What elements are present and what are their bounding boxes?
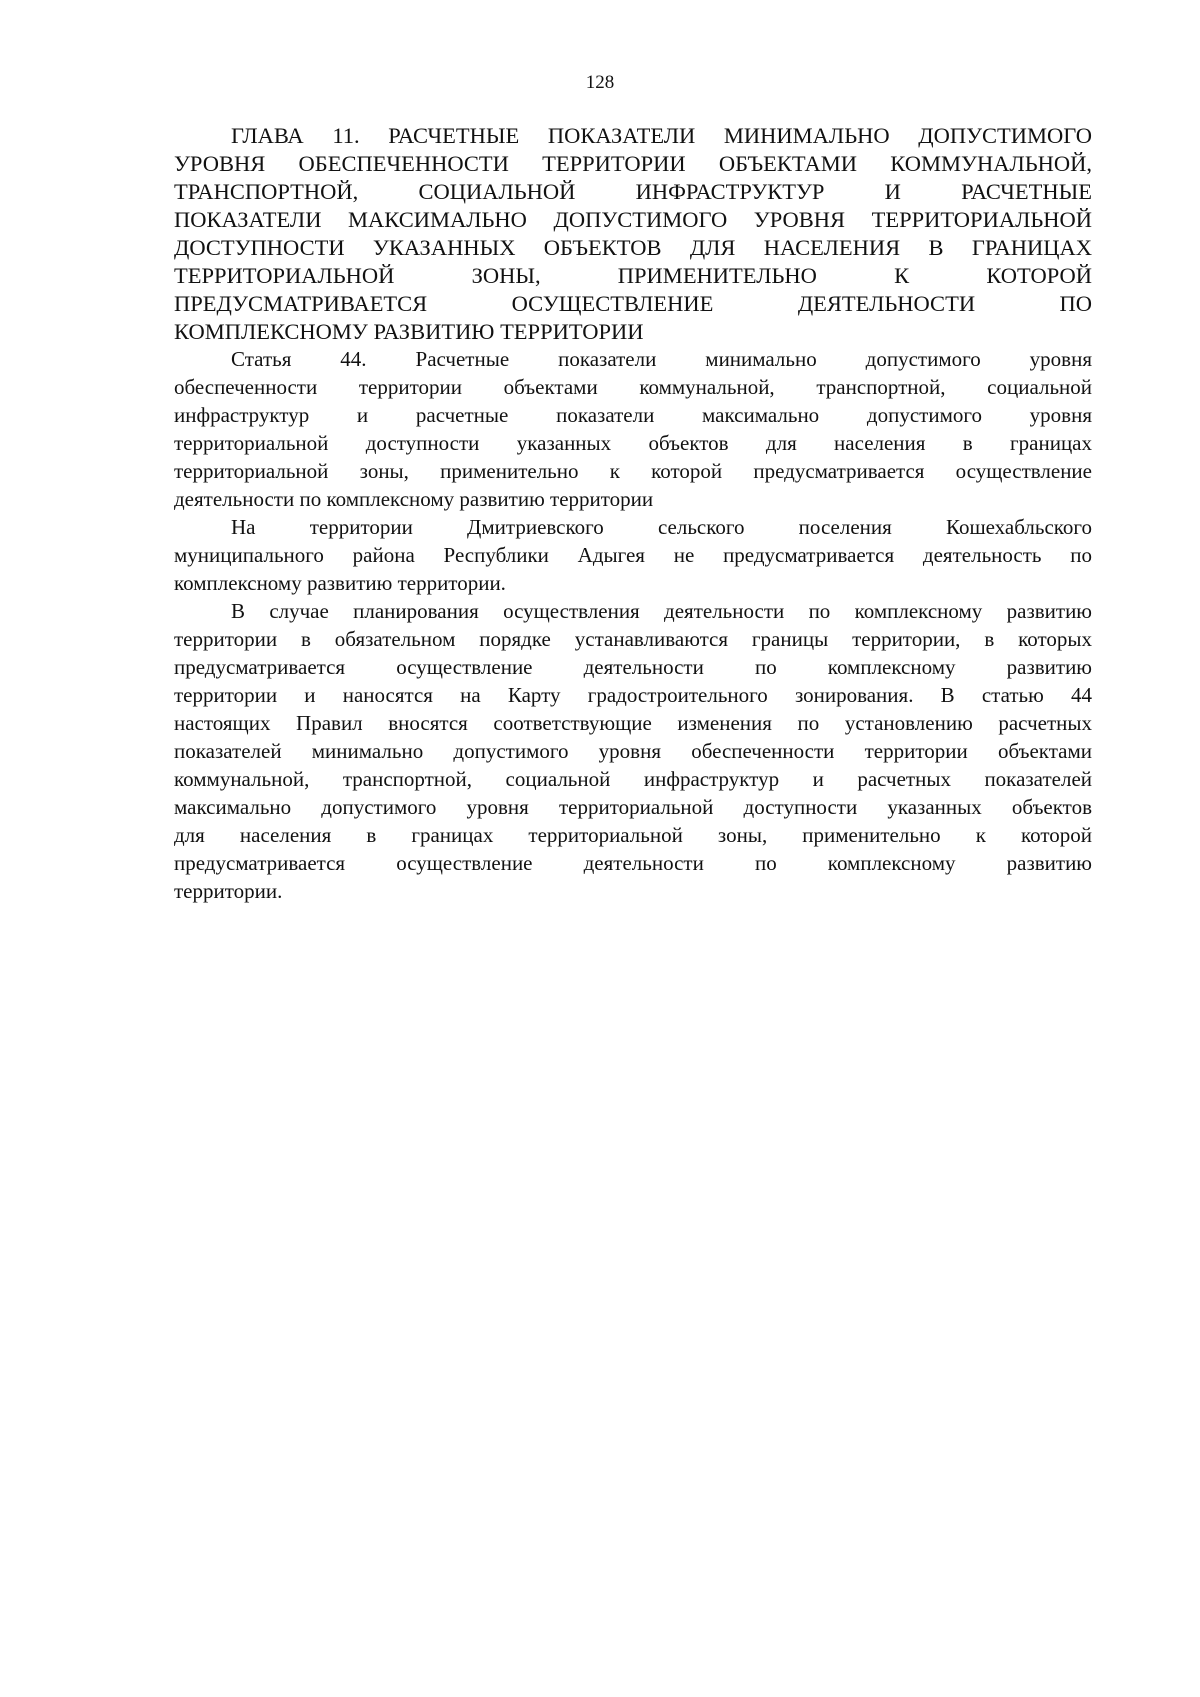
paragraph-line: комплексному развитию территории.	[174, 571, 506, 595]
paragraph-line: территории.	[174, 879, 283, 903]
article-line: Статья 44. Расчетные показатели минимально допустимого уровня	[231, 347, 1092, 371]
heading-line: ТРАНСПОРТНОЙ, СОЦИАЛЬНОЙ ИНФРАСТРУКТУР И РАСЧЕТНЫЕ	[174, 179, 1092, 204]
paragraph-planning-case	[174, 597, 1092, 905]
paragraph-line: На территории Дмитриевского сельского поселения Кошехабльского	[231, 515, 1092, 539]
paragraph-line: территории в обязательном порядке устанавливаются границы территории, в которых	[174, 627, 1092, 651]
paragraph-line: коммунальной, транспортной, социальной инфраструктур и расчетных показателей	[174, 767, 1092, 791]
paragraph-line: муниципального района Республики Адыгея не предусматривается деятельность по	[174, 543, 1092, 567]
article-line: территориальной доступности указанных объектов для населения в границах	[174, 431, 1092, 455]
paragraph-line: В случае планирования осуществления деятельности по комплексному развитию	[231, 599, 1092, 623]
article-line: инфраструктур и расчетные показатели максимально допустимого уровня	[174, 403, 1092, 427]
paragraph-line: максимально допустимого уровня территориальной доступности указанных объектов	[174, 795, 1092, 819]
heading-line: ПРЕДУСМАТРИВАЕТСЯ ОСУЩЕСТВЛЕНИЕ ДЕЯТЕЛЬНОСТИ ПО	[174, 291, 1092, 316]
article-line: территориальной зоны, применительно к которой предусматривается осуществление	[174, 459, 1092, 483]
article-title	[174, 345, 1092, 513]
page-number: 128	[585, 72, 615, 93]
paragraph-line: территории и наносятся на Карту градостроительного зонирования. В статью 44	[174, 683, 1092, 707]
heading-line: ДОСТУПНОСТИ УКАЗАННЫХ ОБЪЕКТОВ ДЛЯ НАСЕЛЕНИЯ В ГРАНИЦАХ	[174, 235, 1092, 260]
heading-line: КОМПЛЕКСНОМУ РАЗВИТИЮ ТЕРРИТОРИИ	[174, 319, 644, 344]
heading-line: УРОВНЯ ОБЕСПЕЧЕННОСТИ ТЕРРИТОРИИ ОБЪЕКТАМИ КОММУНАЛЬНОЙ,	[174, 151, 1092, 176]
paragraph-line: предусматривается осуществление деятельности по комплексному развитию	[174, 851, 1092, 875]
paragraph-line: предусматривается осуществление деятельности по комплексному развитию	[174, 655, 1092, 679]
heading-line: ГЛАВА 11. РАСЧЕТНЫЕ ПОКАЗАТЕЛИ МИНИМАЛЬНО ДОПУСТИМОГО	[231, 123, 1092, 148]
paragraph-line: для населения в границах территориальной зоны, применительно к которой	[174, 823, 1092, 847]
chapter-heading	[174, 122, 1092, 346]
article-line: деятельности по комплексному развитию территории	[174, 487, 654, 511]
heading-line: ТЕРРИТОРИАЛЬНОЙ ЗОНЫ, ПРИМЕНИТЕЛЬНО К КОТОРОЙ	[174, 263, 1092, 288]
paragraph-line: настоящих Правил вносятся соответствующие изменения по установлению расчетных	[174, 711, 1092, 735]
paragraph-no-development	[174, 513, 1092, 597]
heading-line: ПОКАЗАТЕЛИ МАКСИМАЛЬНО ДОПУСТИМОГО УРОВНЯ ТЕРРИТОРИАЛЬНОЙ	[174, 207, 1092, 232]
article-line: обеспеченности территории объектами коммунальной, транспортной, социальной	[174, 375, 1092, 399]
paragraph-line: показателей минимально допустимого уровня обеспеченности территории объектами	[174, 739, 1092, 763]
